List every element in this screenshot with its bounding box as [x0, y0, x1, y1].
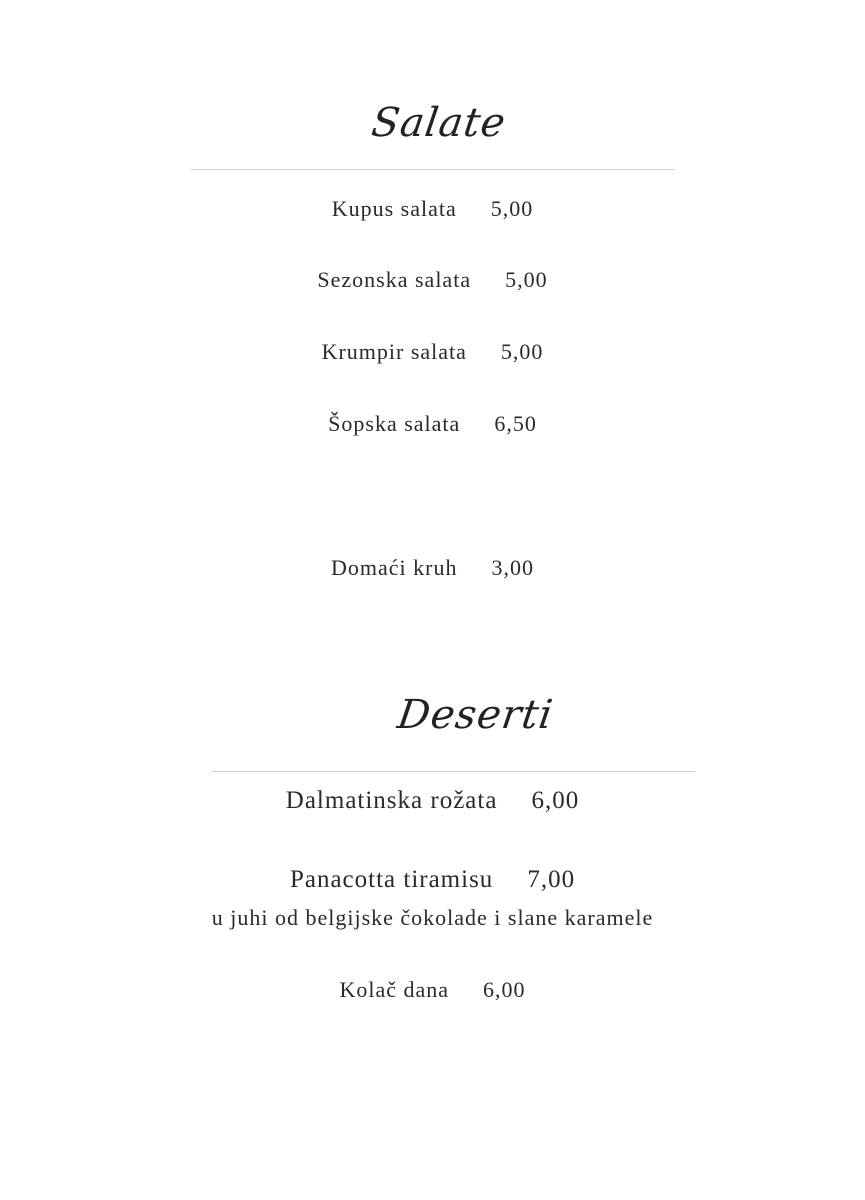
menu-item — [0, 787, 865, 815]
item-price: 5,00 — [505, 267, 548, 292]
item-price: 6,00 — [483, 977, 526, 1002]
menu-item — [0, 339, 865, 365]
item-name: Dalmatinska rožata — [285, 787, 498, 814]
item-name: Krumpir salata — [321, 339, 467, 364]
item-name: Šopska salata — [328, 411, 461, 436]
item-price: 6,50 — [494, 411, 537, 436]
menu-item — [0, 866, 865, 894]
desserts-divider — [211, 771, 695, 772]
item-price: 5,00 — [500, 339, 544, 364]
desserts-title: Deserti — [394, 692, 557, 738]
menu-item — [0, 267, 865, 293]
menu-item — [0, 977, 865, 1003]
item-name: Kolač dana — [339, 977, 450, 1002]
menu-item-bread — [0, 555, 865, 581]
item-name: Domaći kruh — [331, 555, 458, 580]
item-description: u juhi od belgijske čokolade i slane karamele — [211, 905, 654, 930]
menu-item — [0, 196, 865, 222]
item-price: 5,00 — [490, 196, 534, 221]
item-price: 6,00 — [531, 787, 580, 814]
item-name: Kupus salata — [331, 196, 457, 221]
salads-divider — [191, 169, 675, 170]
item-name: Panacotta tiramisu — [289, 866, 494, 893]
menu-item — [0, 411, 865, 437]
salads-title: Salate — [368, 100, 509, 146]
item-name: Sezonska salata — [317, 267, 472, 292]
item-price: 7,00 — [527, 866, 576, 893]
item-price: 3,00 — [491, 555, 534, 580]
